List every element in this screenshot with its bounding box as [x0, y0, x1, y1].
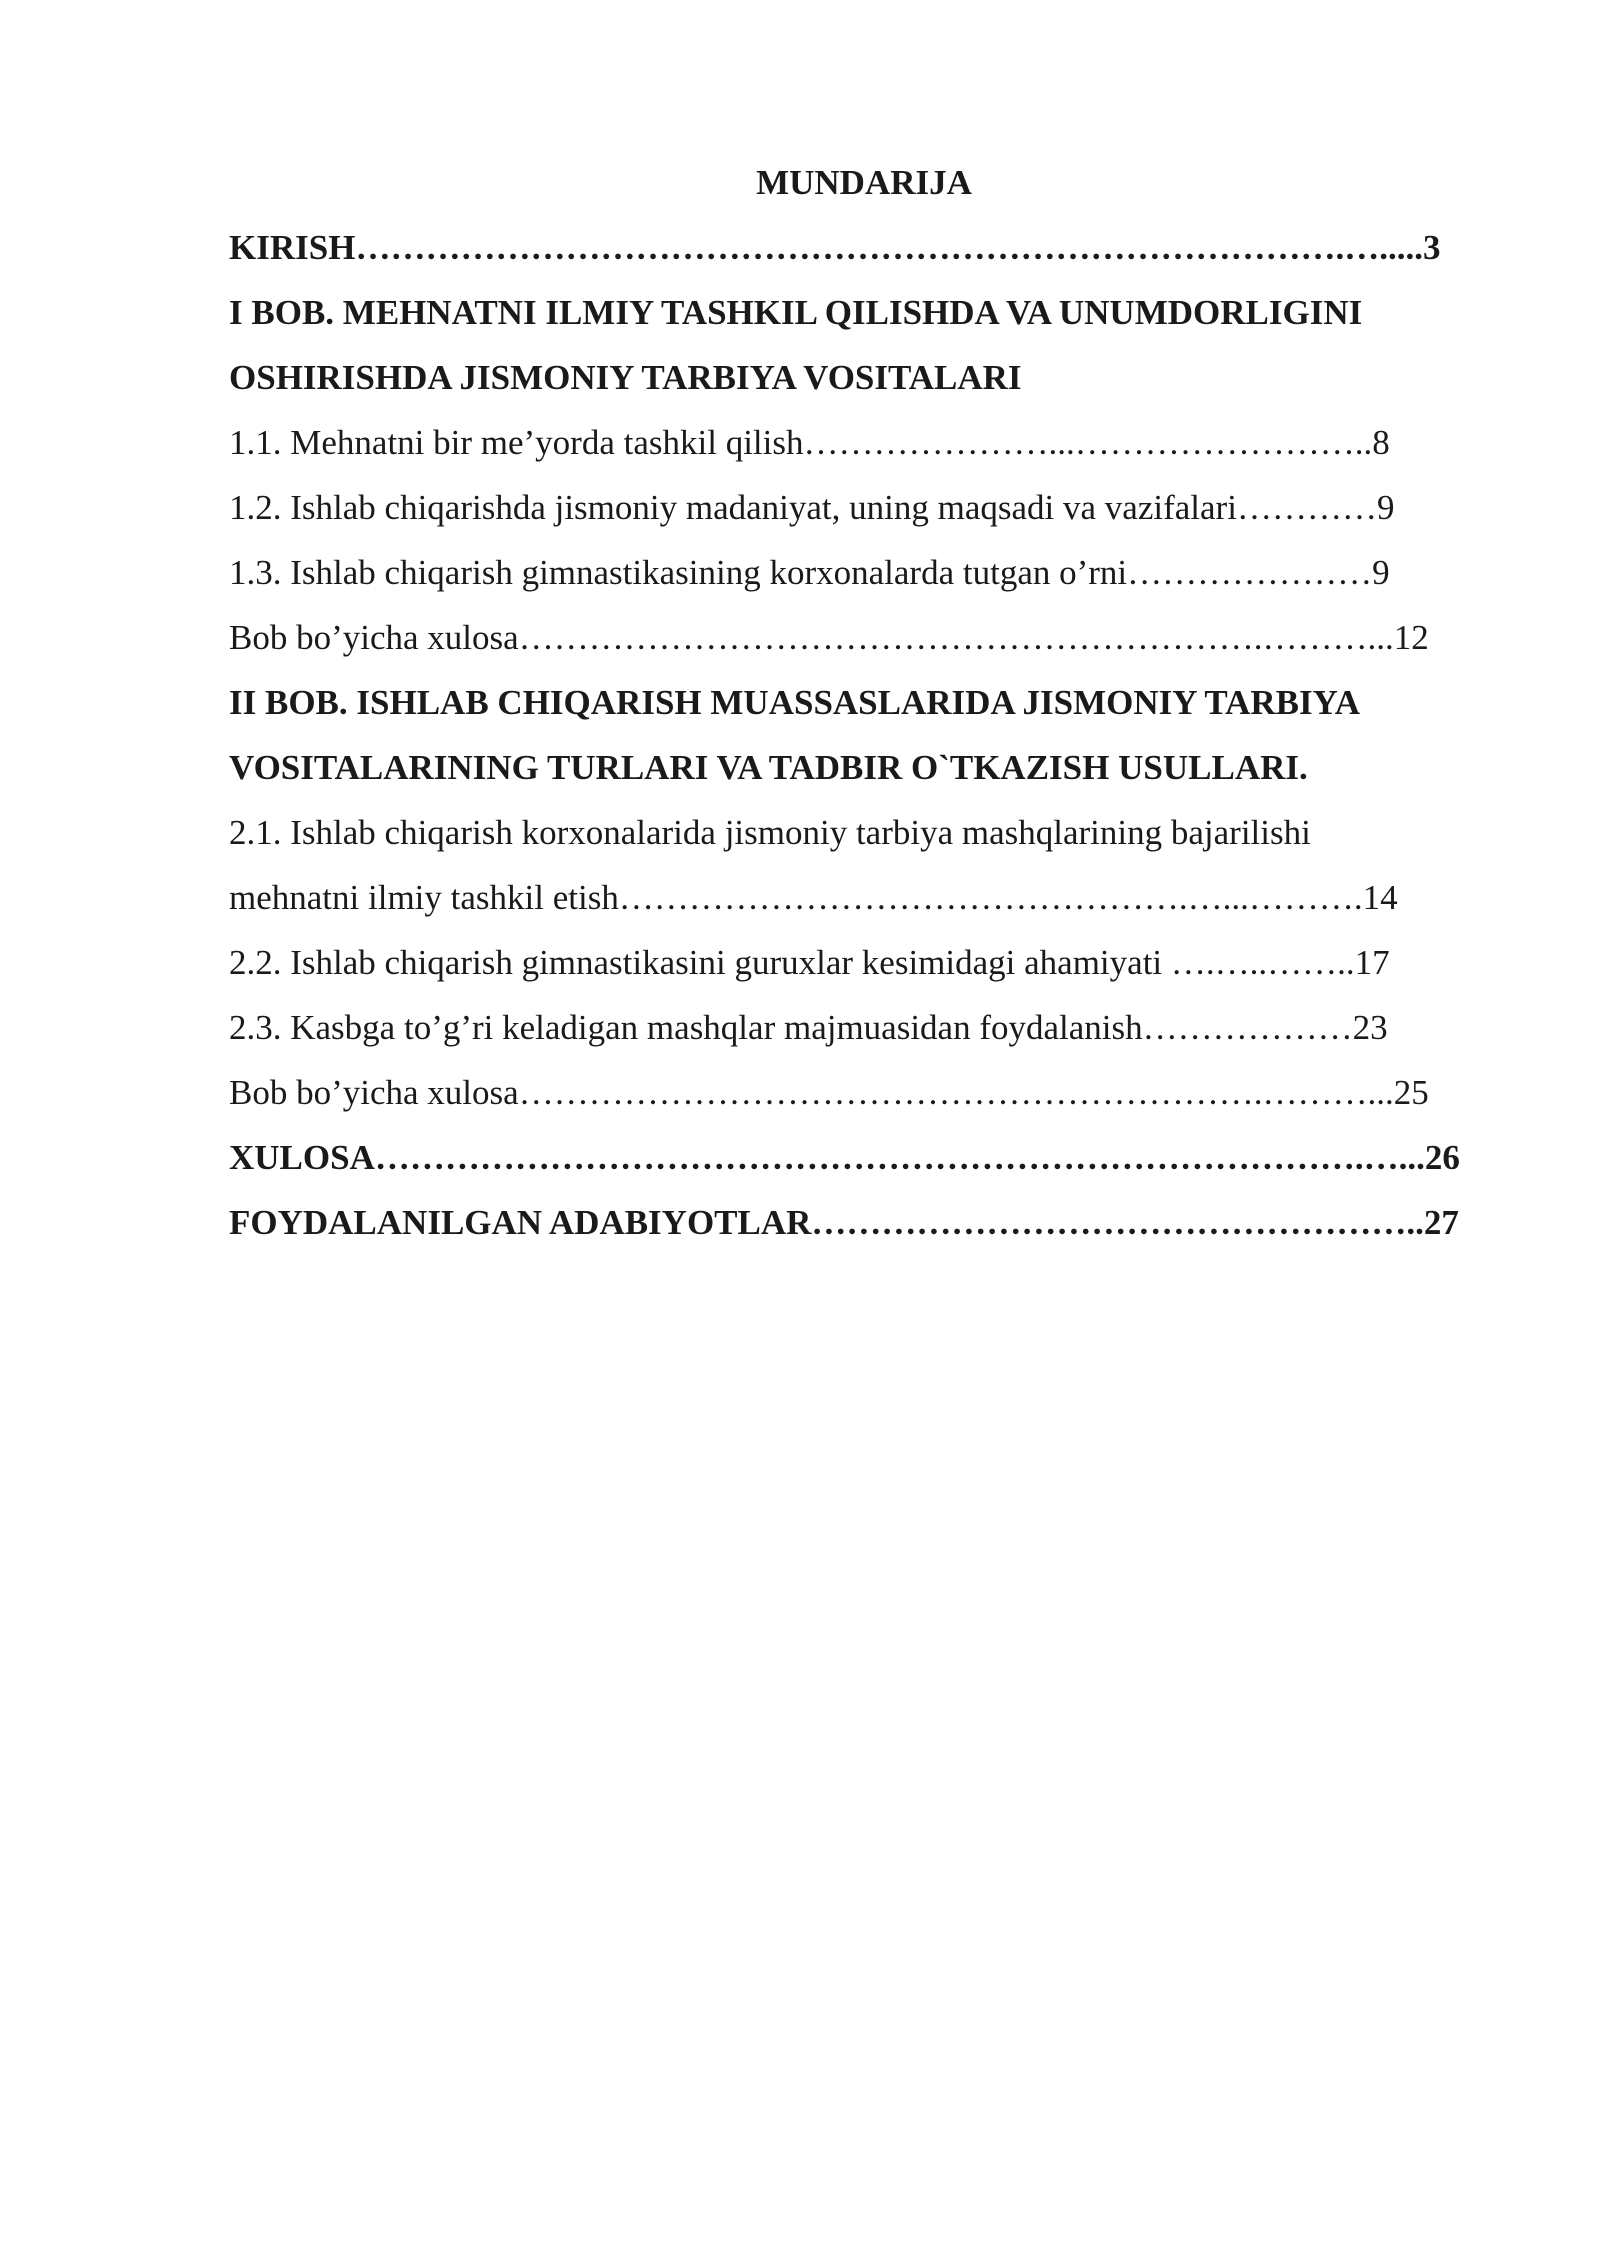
toc-page-number: 8 — [1372, 423, 1390, 462]
toc-page-number: 14 — [1362, 878, 1398, 917]
toc-entry-text: 1.3. Ishlab chiqarish gimnastikasining korxonalarda tutgan o’rni — [229, 553, 1128, 592]
toc-leader-dots: ……………………………………………………….………... — [518, 1073, 1394, 1112]
toc-entry-1-1 — [229, 410, 1489, 475]
toc-entry-text: 2.2. Ishlab chiqarish gimnastikasini guruxlar kesimidagi ahamiyati — [229, 943, 1171, 982]
toc-leader-dots: ………………………………………………………………………….…... — [374, 1138, 1425, 1177]
toc-entry-1-3 — [229, 540, 1489, 605]
toc-entry-kirish — [229, 215, 1489, 280]
toc-entry-text: XULOSA — [229, 1138, 375, 1177]
toc-entry-text: FOYDALANILGAN ADABIYOTLAR — [229, 1203, 812, 1242]
toc-leader-dots: ……………… — [1142, 1008, 1353, 1047]
toc-page-number: 26 — [1424, 1138, 1460, 1177]
toc-entry-2-3 — [229, 995, 1489, 1060]
toc-entry-text: Bob bo’yicha xulosa — [229, 618, 519, 657]
toc-page-number: 23 — [1352, 1008, 1388, 1047]
toc-entry-text: 1.1. Mehnatni bir me’yorda tashkil qilish — [229, 423, 804, 462]
toc-page-number: 9 — [1372, 553, 1390, 592]
toc-leader-dots: ………………………………………….…...………. — [618, 878, 1363, 917]
table-of-contents — [229, 150, 1489, 1255]
toc-page-number: 9 — [1376, 488, 1395, 527]
toc-page-number: 25 — [1393, 1073, 1429, 1112]
toc-page-number: 12 — [1393, 618, 1429, 657]
toc-entry-text: mehnatni ilmiy tashkil etish — [229, 878, 619, 917]
toc-entry-text: II BOB. ISHLAB CHIQARISH MUASSASLARIDA JISMONIY TARBIYA — [229, 683, 1360, 722]
toc-title: MUNDARIJA — [756, 163, 972, 202]
toc-entry-text: Bob bo’yicha xulosa — [229, 1073, 519, 1112]
toc-leader-dots: ….…..…….. — [1170, 943, 1355, 982]
toc-entry-text: 2.3. Kasbga to’g’ri keladigan mashqlar majmuasidan foydalanish — [229, 1008, 1143, 1047]
toc-chapter-2-heading-line-1 — [229, 670, 1489, 735]
toc-page-number: 17 — [1354, 943, 1390, 982]
toc-leader-dots: ………… — [1236, 488, 1377, 527]
toc-entry-chapter-1-summary — [229, 605, 1489, 670]
toc-entry-xulosa — [229, 1125, 1489, 1190]
toc-leader-dots: …………………...…………………….. — [803, 423, 1373, 462]
toc-chapter-2-heading-line-2 — [229, 735, 1489, 800]
toc-entry-references — [229, 1190, 1489, 1255]
toc-entry-text: VOSITALARINING TURLARI VA TADBIR O`TKAZISH USULLARI. — [229, 748, 1308, 787]
toc-entry-text: KIRISH — [229, 228, 356, 267]
toc-entry-text: OSHIRISHDA JISMONIY TARBIYA VOSITALARI — [229, 358, 1022, 397]
toc-leader-dots: ………………… — [1127, 553, 1373, 592]
toc-leader-dots: ……………………………………………………….………... — [518, 618, 1394, 657]
toc-entry-text: I BOB. MEHNATNI ILMIY TASHKIL QILISHDA VA UNUMDORLIGINI — [229, 293, 1363, 332]
toc-entry-chapter-2-summary — [229, 1060, 1489, 1125]
toc-chapter-1-heading-line-1 — [229, 280, 1489, 345]
toc-entry-text: 1.2. Ishlab chiqarishda jismoniy madaniyat, uning maqsadi va vazifalari — [229, 488, 1237, 527]
toc-entry-2-2 — [229, 930, 1489, 995]
toc-page-number: 27 — [1423, 1203, 1459, 1242]
toc-leader-dots: …………………………………………….. — [811, 1203, 1424, 1242]
toc-entry-text: 2.1. Ishlab chiqarish korxonalarida jismoniy tarbiya mashqlarining bajarilishi — [229, 813, 1311, 852]
toc-page-number: 3 — [1422, 228, 1441, 267]
toc-leader-dots: ………………………………………………………………………….…..... — [355, 228, 1423, 267]
toc-entry-2-1-line-1 — [229, 800, 1489, 865]
toc-chapter-1-heading-line-2 — [229, 345, 1489, 410]
toc-entry-2-1-line-2 — [229, 865, 1489, 930]
toc-entry-1-2 — [229, 475, 1489, 540]
